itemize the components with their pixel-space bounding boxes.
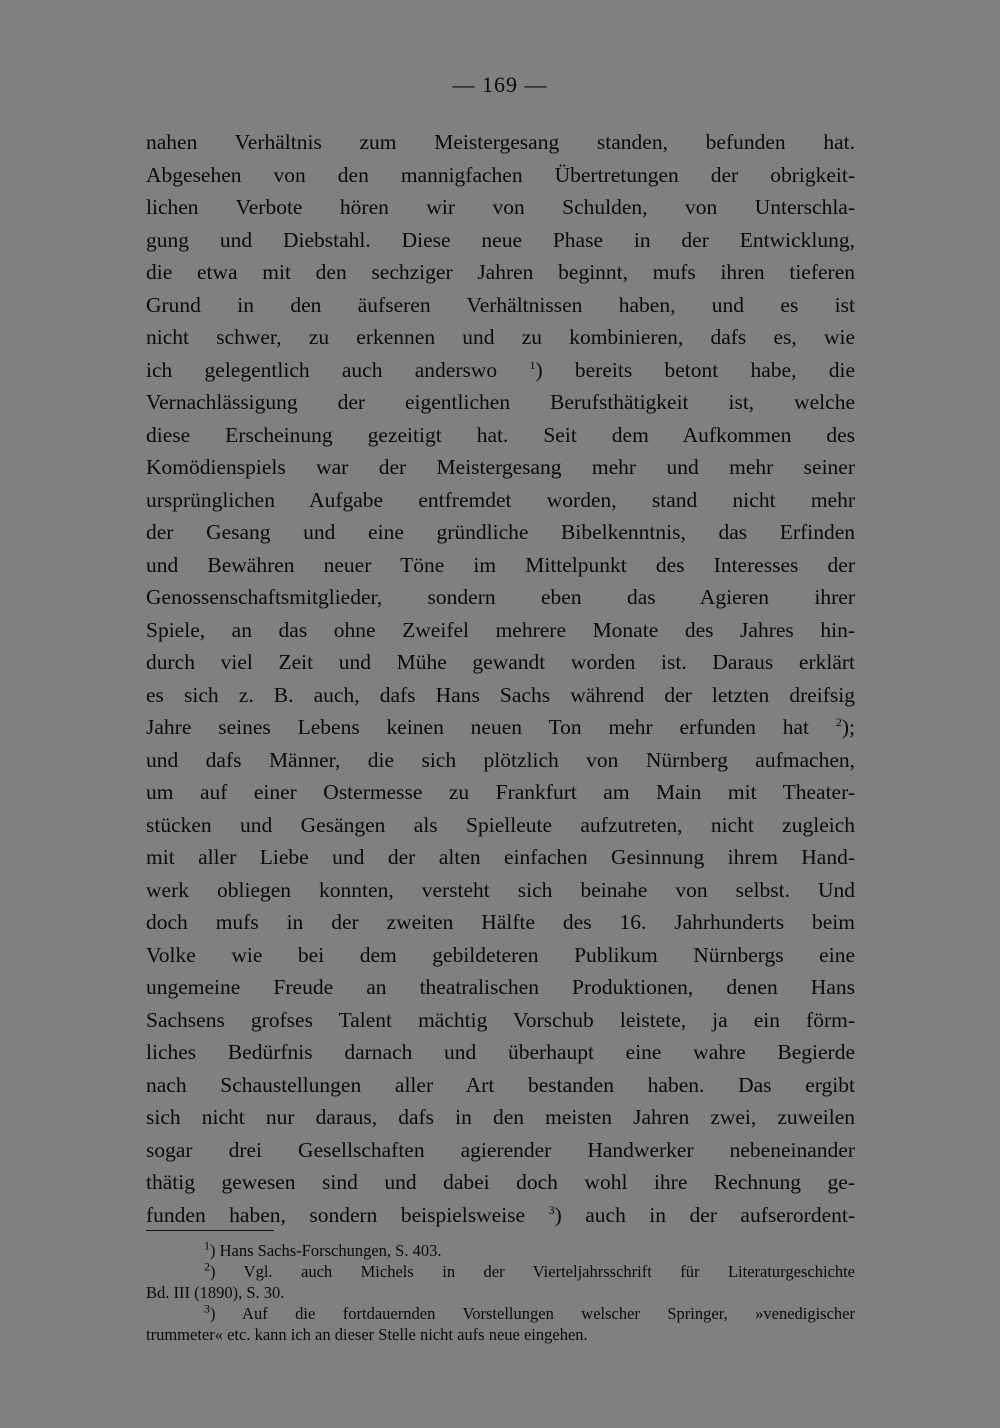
text-line-28: Sachsens grofses Talent mächtig Vorschub leistete, ja ein förm- <box>146 1007 855 1032</box>
text-line-34-head: funden haben, sondern beispielsweise <box>146 1202 526 1227</box>
footnote-ref-3: 3 <box>548 1202 555 1217</box>
text-line-30: nach Schaustellungen aller Art bestanden haben. Das ergibt <box>146 1072 855 1097</box>
footnote-2-paren: ) <box>210 1262 216 1281</box>
text-line-16: Spiele, an das ohne Zweifel mehrere Monate des Jahres hin- <box>146 617 855 642</box>
footnote-1-paren: ) <box>210 1241 216 1260</box>
text-line-22: stücken und Gesängen als Spielleute aufzutreten, nicht zugleich <box>146 812 855 837</box>
text-line-19-head: Jahre seines Lebens keinen neuen Ton mehr erfunden hat <box>146 715 809 739</box>
text-line-24: werk obliegen konnten, versteht sich beinahe von selbst. Und <box>146 877 855 902</box>
text-line-25: doch mufs in der zweiten Hälfte des 16. Jahrhunderts beim <box>146 910 855 934</box>
text-line-10: diese Erscheinung gezeitigt hat. Seit dem Aufkommen des <box>146 422 855 447</box>
text-line-15: Genossenschaftsmitglieder, sondern eben das Agieren ihrer <box>146 585 855 609</box>
footnote-3-paren: ) <box>210 1304 216 1323</box>
footnote-3-mark: 3 <box>204 1303 210 1316</box>
text-line-19 <box>146 711 855 744</box>
text-line-19-tail: ; <box>849 715 855 739</box>
text-line-7: nicht schwer, zu erkennen und zu kombinieren, dafs es, wie <box>146 325 855 349</box>
text-line-2: Abgesehen von den mannigfachen Übertretungen der obrigkeit- <box>146 162 855 187</box>
text-line-23: mit aller Liebe und der alten einfachen Gesinnung ihrem Hand- <box>146 845 855 869</box>
page-number-header: — 169 — <box>452 72 548 97</box>
text-line-4: gung und Diebstahl. Diese neue Phase in der Entwicklung, <box>146 227 855 252</box>
text-line-34 <box>146 1199 855 1232</box>
text-line-18: es sich z. B. auch, dafs Hans Sachs während der letzten dreifsig <box>146 682 855 707</box>
footnote-ref-1: 1 <box>529 357 536 372</box>
footnote-3-text-line-2: trummeter« etc. kann ich an dieser Stelle nicht aufs neue eingehen. <box>146 1325 588 1344</box>
text-line-8-head: ich gelegentlich auch anderswo <box>146 357 498 382</box>
text-line-11: Komödienspiels war der Meistergesang mehr und mehr seiner <box>146 455 855 479</box>
main-text-block <box>146 126 855 1231</box>
text-line-26: Volke wie bei dem gebildeteren Publikum Nürnbergs eine <box>146 942 855 967</box>
text-line-27: ungemeine Freude an theatralischen Produktionen, denen Hans <box>146 975 855 999</box>
text-line-6: Grund in den äufseren Verhältnissen haben, und es ist <box>146 292 855 317</box>
text-line-33: thätig gewesen sind und dabei doch wohl ihre Rechnung ge- <box>146 1170 855 1194</box>
footnote-1 <box>146 1240 855 1261</box>
text-line-31: sich nicht nur daraus, dafs in den meisten Jahren zwei, zuweilen <box>146 1105 855 1129</box>
footnote-2-mark: 2 <box>204 1261 210 1274</box>
footnote-1-mark: 1 <box>204 1240 210 1253</box>
footnotes-block <box>146 1240 855 1345</box>
text-line-34-tail: auch in der aufserordent- <box>585 1202 855 1227</box>
footnote-2-text-line-2: Bd. III (1890), S. 30. <box>146 1283 285 1302</box>
text-line-32: sogar drei Gesellschaften agierender Handwerker nebeneinander <box>146 1137 855 1162</box>
footnote-3-text-line-1: Auf die fortdauernden Vorstellungen welscher Springer, »venedigischer <box>242 1304 855 1323</box>
text-line-20: und dafs Männer, die sich plötzlich von Nürnberg aufmachen, <box>146 747 855 772</box>
footnote-3 <box>146 1303 855 1324</box>
text-line-14: und Bewähren neuer Töne im Mittelpunkt des Interesses der <box>146 552 855 577</box>
text-line-3: lichen Verbote hören wir von Schulden, von Unterschla- <box>146 195 855 219</box>
footnote-2-text-line-1: Vgl. auch Michels in der Vierteljahrsschrift für Literaturgeschichte <box>243 1262 855 1281</box>
text-line-5: die etwa mit den sechziger Jahren beginnt, mufs ihren tieferen <box>146 260 855 284</box>
text-line-21: um auf einer Ostermesse zu Frankfurt am Main mit Theater- <box>146 780 855 804</box>
text-line-29: liches Bedürfnis darnach und überhaupt eine wahre Begierde <box>146 1040 855 1064</box>
text-line-9: Vernachlässigung der eigentlichen Berufsthätigkeit ist, welche <box>146 390 855 414</box>
footnote-1-text: Hans Sachs-Forschungen, S. 403. <box>219 1241 442 1260</box>
text-line-1: nahen Verhältnis zum Meistergesang standen, befunden hat. <box>146 130 855 154</box>
text-line-8 <box>146 354 855 387</box>
footnote-ref-2: 2 <box>835 714 842 729</box>
footnote-ref-1-paren: ) <box>535 357 543 382</box>
footnote-2 <box>146 1261 855 1282</box>
text-line-12: ursprünglichen Aufgabe entfremdet worden, stand nicht mehr <box>146 487 855 512</box>
footnote-ref-2-paren: ) <box>841 715 850 739</box>
text-line-8-tail: bereits betont habe, die <box>574 357 855 382</box>
text-line-13: der Gesang und eine gründliche Bibelkenntnis, das Erfinden <box>146 520 855 544</box>
footnote-divider <box>146 1230 274 1231</box>
text-line-17: durch viel Zeit und Mühe gewandt worden ist. Daraus erklärt <box>146 650 855 674</box>
footnote-ref-3-paren: ) <box>554 1202 562 1227</box>
